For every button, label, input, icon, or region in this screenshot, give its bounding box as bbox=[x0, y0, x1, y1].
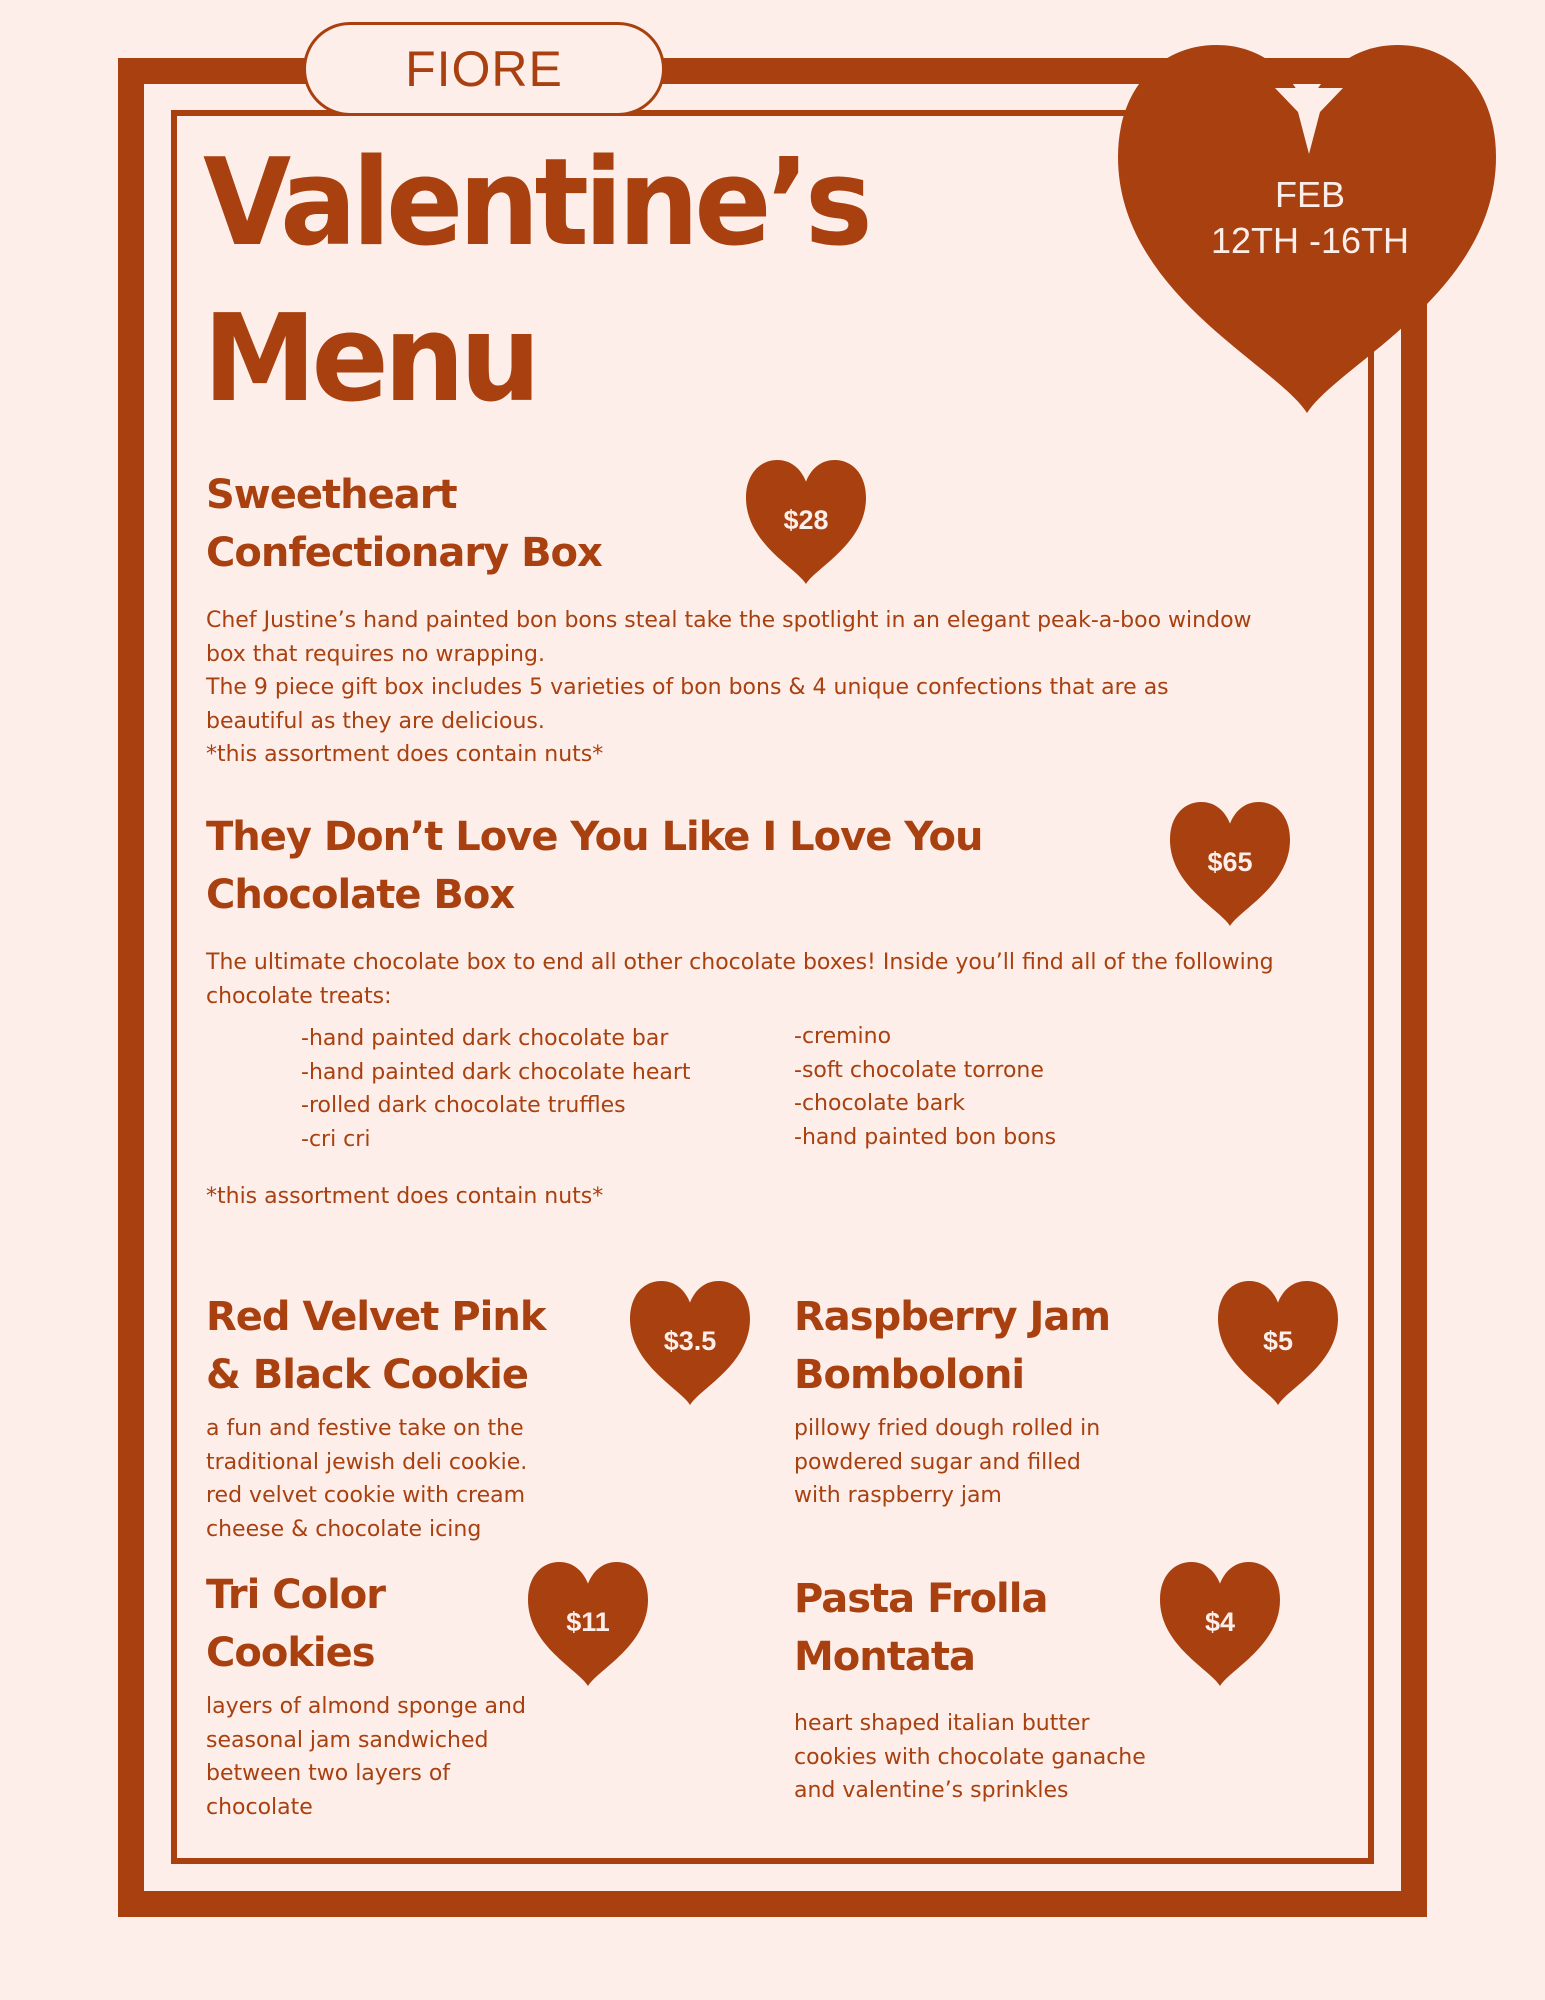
item-title-line: Montata bbox=[794, 1634, 975, 1680]
list-item: -cremino bbox=[794, 1024, 892, 1049]
desc-line: beautiful as they are delicious. bbox=[206, 708, 545, 734]
item-title-line: Confectionary Box bbox=[206, 530, 602, 576]
list-item: -cri cri bbox=[301, 1126, 371, 1152]
desc-line: with raspberry jam bbox=[794, 1483, 1002, 1508]
list-item: -rolled dark chocolate truffles bbox=[301, 1093, 626, 1118]
item-desc-pasta-frolla bbox=[794, 1707, 1146, 1808]
desc-line: Chef Justine’s hand painted bon bons steal take the spotlight in an elegant peak-a-boo window bbox=[206, 608, 1252, 633]
item-title-line: Tri Color bbox=[206, 1572, 386, 1618]
item-title-tri-color bbox=[206, 1566, 526, 1682]
price-chocolate-box: $65 bbox=[1207, 846, 1253, 877]
brand-badge bbox=[303, 22, 665, 116]
item-title-sweetheart bbox=[206, 466, 602, 582]
price-heart-icon bbox=[630, 1281, 750, 1405]
item-title-line: Red Velvet Pink bbox=[206, 1294, 546, 1340]
item-desc-bomboloni bbox=[794, 1412, 1100, 1513]
list-item: -hand painted bon bons bbox=[794, 1124, 1057, 1150]
item-title-bomboloni bbox=[794, 1288, 1214, 1404]
desc-line: layers of almond sponge and bbox=[206, 1694, 526, 1719]
price-heart-icon bbox=[528, 1562, 648, 1686]
price-red-velvet: $3.5 bbox=[663, 1325, 717, 1356]
item-desc-sweetheart bbox=[206, 604, 1346, 772]
item-title-line: Sweetheart bbox=[206, 472, 457, 518]
date-month: FEB bbox=[1274, 174, 1345, 215]
price-heart-icon bbox=[1170, 802, 1290, 926]
desc-line: chocolate bbox=[206, 1794, 313, 1820]
desc-line: chocolate treats: bbox=[206, 983, 392, 1009]
list-item: -hand painted dark chocolate heart bbox=[301, 1059, 691, 1085]
item-desc-tri-color bbox=[206, 1690, 526, 1824]
item-title-line: They Don’t Love You Like I Love You bbox=[206, 814, 983, 860]
desc-line: red velvet cookie with cream bbox=[206, 1483, 526, 1508]
price-bomboloni: $5 bbox=[1262, 1325, 1294, 1356]
item-title-line: & Black Cookie bbox=[206, 1352, 528, 1398]
price-heart-icon bbox=[1160, 1562, 1280, 1686]
item-title-pasta-frolla bbox=[794, 1570, 1174, 1686]
list-item: -hand painted dark chocolate bar bbox=[301, 1026, 669, 1051]
price-heart-icon bbox=[1218, 1281, 1338, 1405]
desc-line: traditional jewish deli cookie. bbox=[206, 1449, 528, 1475]
treat-list-right bbox=[794, 1020, 1056, 1154]
brand-name: FIORE bbox=[405, 41, 563, 97]
heart-notch-icon bbox=[1273, 86, 1345, 156]
item-title-chocolate-box bbox=[206, 808, 1176, 924]
desc-line: and valentine’s sprinkles bbox=[794, 1778, 1069, 1803]
desc-line: The 9 piece gift box includes 5 varieties of bon bons & 4 unique confections that are as bbox=[206, 675, 1169, 700]
price-sweetheart: $28 bbox=[783, 504, 829, 535]
page-title-line2: Menu bbox=[203, 287, 537, 429]
desc-line: seasonal jam sandwiched bbox=[206, 1727, 489, 1753]
item-title-line: Chocolate Box bbox=[206, 872, 515, 918]
desc-line: The ultimate chocolate box to end all other chocolate boxes! Inside you’ll find all of the following bbox=[206, 950, 1274, 975]
item-title-red-velvet bbox=[206, 1288, 626, 1404]
desc-line: box that requires no wrapping. bbox=[206, 641, 545, 667]
desc-line: cookies with chocolate ganache bbox=[794, 1744, 1146, 1770]
item-title-line: Pasta Frolla bbox=[794, 1576, 1048, 1622]
page-title-line1: Valentine’s bbox=[203, 131, 868, 273]
date-range: 12TH -16TH bbox=[1210, 220, 1410, 261]
item-title-line: Cookies bbox=[206, 1630, 375, 1676]
nut-warning: *this assortment does contain nuts* bbox=[206, 1184, 604, 1209]
item-desc-red-velvet bbox=[206, 1412, 527, 1546]
desc-line: powdered sugar and filled bbox=[794, 1449, 1081, 1475]
nut-warning: *this assortment does contain nuts* bbox=[206, 742, 604, 767]
desc-line: a fun and festive take on the bbox=[206, 1416, 524, 1441]
desc-line: between two layers of bbox=[206, 1761, 451, 1786]
price-pasta-frolla: $4 bbox=[1204, 1606, 1236, 1637]
list-item: -chocolate bark bbox=[794, 1091, 965, 1116]
desc-line: pillowy fried dough rolled in bbox=[794, 1416, 1101, 1441]
list-item: -soft chocolate torrone bbox=[794, 1057, 1044, 1083]
item-desc-chocolate-box bbox=[206, 946, 1346, 1013]
desc-line: heart shaped italian butter bbox=[794, 1711, 1090, 1736]
item-title-line: Bomboloni bbox=[794, 1352, 1025, 1398]
treat-list-left bbox=[301, 1022, 691, 1156]
price-tri-color: $11 bbox=[566, 1606, 610, 1637]
desc-line: cheese & chocolate icing bbox=[206, 1516, 482, 1542]
item-title-line: Raspberry Jam bbox=[794, 1294, 1111, 1340]
price-heart-icon bbox=[746, 460, 866, 584]
